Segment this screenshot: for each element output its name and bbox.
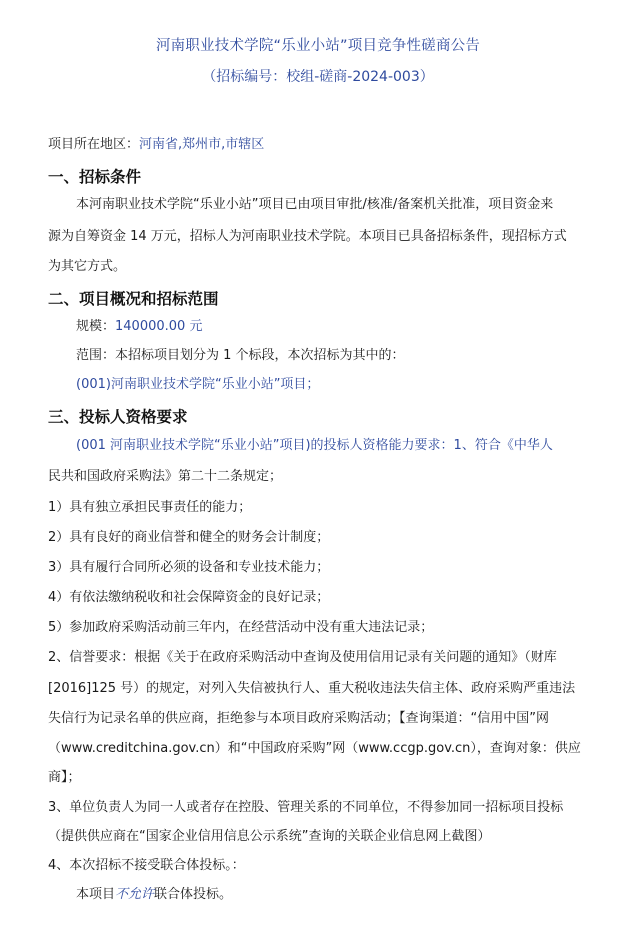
region-value: 河南省,郑州市,市辖区: [139, 137, 265, 152]
section-2-heading: 二、项目概况和招标范围: [48, 290, 219, 308]
requirement-3: 3）具有履行合同所必须的设备和专业技术能力；: [48, 560, 330, 575]
bid-section-item: (001)河南职业技术学院“乐业小站”项目；: [76, 377, 320, 392]
sec1-line-1: 本河南职业技术学院“乐业小站”项目已由项目审批/核准/备案机关批准，项目资金来: [76, 197, 554, 212]
consortium-req: 4、本次招标不接受联合体投标。：: [48, 858, 245, 873]
section-1-heading: 一、招标条件: [48, 168, 142, 186]
qual-intro-2: 民共和国政府采购法》第二十二条规定；: [48, 469, 283, 484]
sec1-line-2: 源为自筹资金 14 万元，招标人为河南职业技术学院。本项目已具备招标条件，现招标方式: [48, 229, 567, 244]
unit-req-2: （提供供应商在“国家企业信用信息公示系统”查询的关联企业信息网上截图）: [48, 829, 491, 844]
scale-line: [76, 319, 202, 335]
credit-req-3: 失信行为记录名单的供应商，拒绝参与本项目政府采购活动；【查询渠道：“信用中国”网: [48, 711, 549, 726]
credit-req-4: （www.creditchina.gov.cn）和“中国政府采购”网（www.ccgp.gov.cn），查询对象：供应: [48, 741, 581, 756]
scale-label: 规模：: [76, 319, 116, 334]
requirement-1: 1）具有独立承担民事责任的能力；: [48, 500, 252, 515]
qual-intro-1: (001 河南职业技术学院“乐业小站”项目)的投标人资格能力要求：1、符合《中华人: [76, 438, 553, 453]
tender-code: （招标编号：校组-磋商-2024-003）: [202, 69, 434, 85]
credit-req-2: [2016]125 号）的规定，对列入失信被执行人、重大税收违法失信主体、政府采购严重违法: [48, 681, 576, 696]
requirement-2: 2）具有良好的商业信誉和健全的财务会计制度；: [48, 530, 330, 545]
project-region: [48, 137, 264, 153]
requirement-4: 4）有依法缴纳税收和社会保障资金的良好记录；: [48, 590, 330, 605]
credit-req-1: 2、信誉要求：根据《关于在政府采购活动中查询及使用信用记录有关问题的通知》（财库: [48, 650, 557, 665]
unit-req-1: 3、单位负责人为同一人或者存在控股、管理关系的不同单位，不得参加同一招标项目投标: [48, 800, 564, 815]
scope-line: 范围：本招标项目划分为 1 个标段，本次招标为其中的：: [76, 348, 405, 363]
section-3-heading: 三、投标人资格要求: [48, 408, 188, 426]
document-title: 河南职业技术学院“乐业小站”项目竞争性磋商公告: [155, 38, 481, 54]
consortium-final: 本项目不允许联合体投标。: [76, 887, 233, 902]
credit-req-5: 商】；: [48, 770, 81, 785]
not-allowed-text: 不允许: [115, 887, 155, 902]
region-label: 项目所在地区：: [48, 137, 140, 152]
requirement-5: 5）参加政府采购活动前三年内，在经营活动中没有重大违法记录；: [48, 620, 434, 635]
sec1-line-3: 为其它方式。: [48, 259, 127, 274]
scale-value: 140000.00 元: [115, 319, 203, 334]
